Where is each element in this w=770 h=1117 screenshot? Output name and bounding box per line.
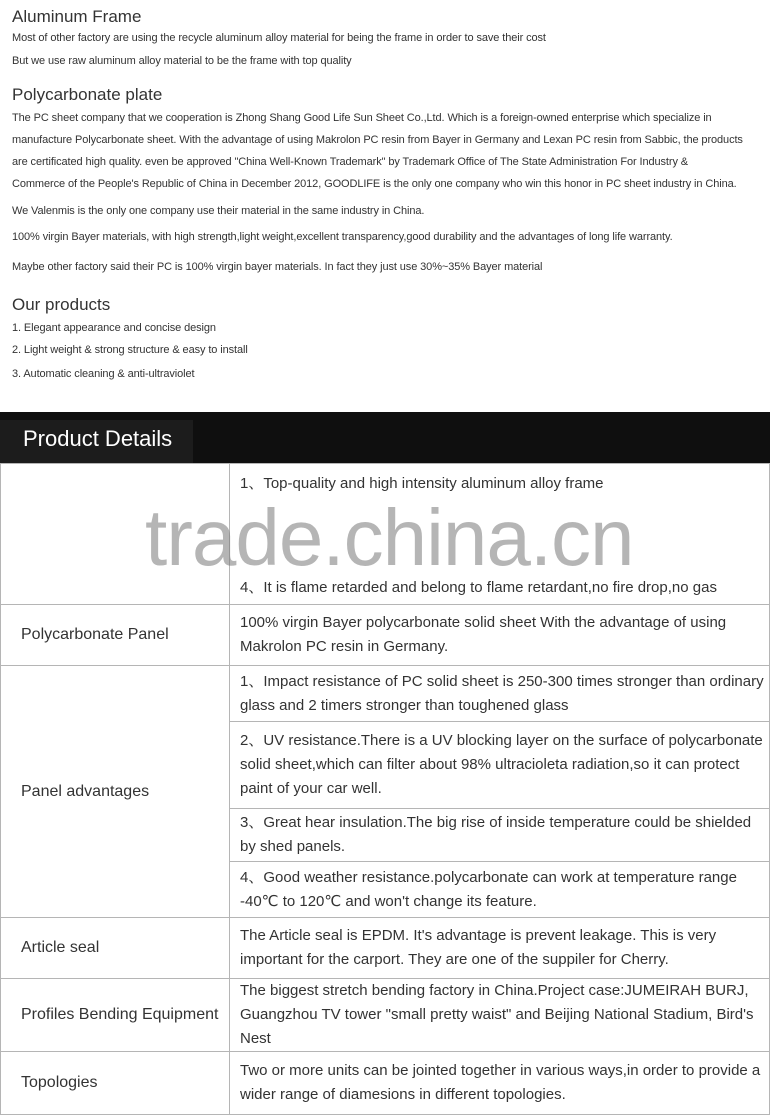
table-row <box>1 918 770 979</box>
product-item: 3. Automatic cleaning & anti-ultraviolet <box>12 368 195 380</box>
product-details-title: Product Details <box>23 426 173 451</box>
frame-item: 1、Top-quality and high intensity aluminum alloy frame <box>240 475 604 492</box>
product-item: 2. Light weight & strong structure & easy to install <box>12 344 248 356</box>
table-value-cell: 1、Impact resistance of PC solid sheet is 250-300 times stronger than ordinary glass and 2 timers stronger than toughened glass <box>230 666 770 722</box>
polycarbonate-line: The PC sheet company that we cooperation is Zhong Shang Good Life Sun Sheet Co.,Ltd. Which is a foreign-owned enterprise which specialize in <box>12 112 712 124</box>
table-value-cell: Two or more units can be jointed together in various ways,in order to provide a wider range of diamesions in different topologies. <box>230 1052 770 1115</box>
table-row <box>1 666 770 722</box>
table-value-cell: 2、UV resistance.There is a UV blocking layer on the surface of polycarbonate solid sheet,which can filter about 98% ultracioleta radiation,so it can protect paint of your car well. <box>230 722 770 809</box>
table-value-cell: 4、Good weather resistance.polycarbonate can work at temperature range -40℃ to 120℃ and won't change its feature. <box>230 862 770 918</box>
polycarbonate-line: 100% virgin Bayer materials, with high strength,light weight,excellent transparency,good durability and the advantages of long life warranty. <box>12 231 673 243</box>
our-products-heading: Our products <box>12 295 111 314</box>
watermark: trade.china.cn <box>145 493 634 582</box>
aluminum-frame-line: But we use raw aluminum alloy material to be the frame with top quality <box>12 55 352 67</box>
table-value-cell: The Article seal is EPDM. It's advantage is prevent leakage. This is very important for the carport. They are one of the suppiler for Cherry. <box>230 918 770 979</box>
table-value-cell: The biggest stretch bending factory in China.Project case:JUMEIRAH BURJ, Guangzhou TV tower "small pretty waist" and Beijing National Stadium, Bird's Nest <box>230 979 770 1052</box>
table-label-cell: Polycarbonate Panel <box>1 605 230 666</box>
polycarbonate-line: manufacture Polycarbonate sheet. With the advantage of using Makrolon PC resin from Bayer in Germany and Lexan PC resin from Sabbic, the products <box>12 134 743 146</box>
aluminum-frame-heading: Aluminum Frame <box>12 7 142 26</box>
table-value-cell: 100% virgin Bayer polycarbonate solid sheet With the advantage of using Makrolon PC resin in Germany. <box>230 605 770 666</box>
polycarbonate-line: Commerce of the People's Republic of China in December 2012, GOODLIFE is the only one company who win this honor in PC sheet industry in China. <box>12 178 737 190</box>
product-details-banner <box>0 412 770 463</box>
table-value-cell: 3、Great hear insulation.The big rise of inside temperature could be shielded by shed panels. <box>230 809 770 862</box>
aluminum-frame-line: Most of other factory are using the recycle aluminum alloy material for being the frame in order to save their cost <box>12 32 546 44</box>
frame-item: 4、It is flame retarded and belong to flame retardant,no fire drop,no gas <box>240 579 717 596</box>
table-label-cell: Panel advantages <box>1 666 230 918</box>
polycarbonate-line: Maybe other factory said their PC is 100% virgin bayer materials. In fact they just use 30%~35% Bayer material <box>12 261 543 273</box>
polycarbonate-line: We Valenmis is the only one company use their material in the same industry in China. <box>12 205 425 217</box>
table-label-cell: Profiles Bending Equipment <box>1 979 230 1052</box>
table-label-cell: Topologies <box>1 1052 230 1115</box>
table-row <box>1 605 770 666</box>
product-item: 1. Elegant appearance and concise design <box>12 322 216 334</box>
table-row <box>1 979 770 1052</box>
table-label-cell: Article seal <box>1 918 230 979</box>
table-row <box>1 1052 770 1115</box>
polycarbonate-plate-heading: Polycarbonate plate <box>12 85 163 104</box>
polycarbonate-line: are certificated high quality. even be approved "China Well-Known Trademark" by Trademark Office of The State Administration For Industry & <box>12 156 689 168</box>
